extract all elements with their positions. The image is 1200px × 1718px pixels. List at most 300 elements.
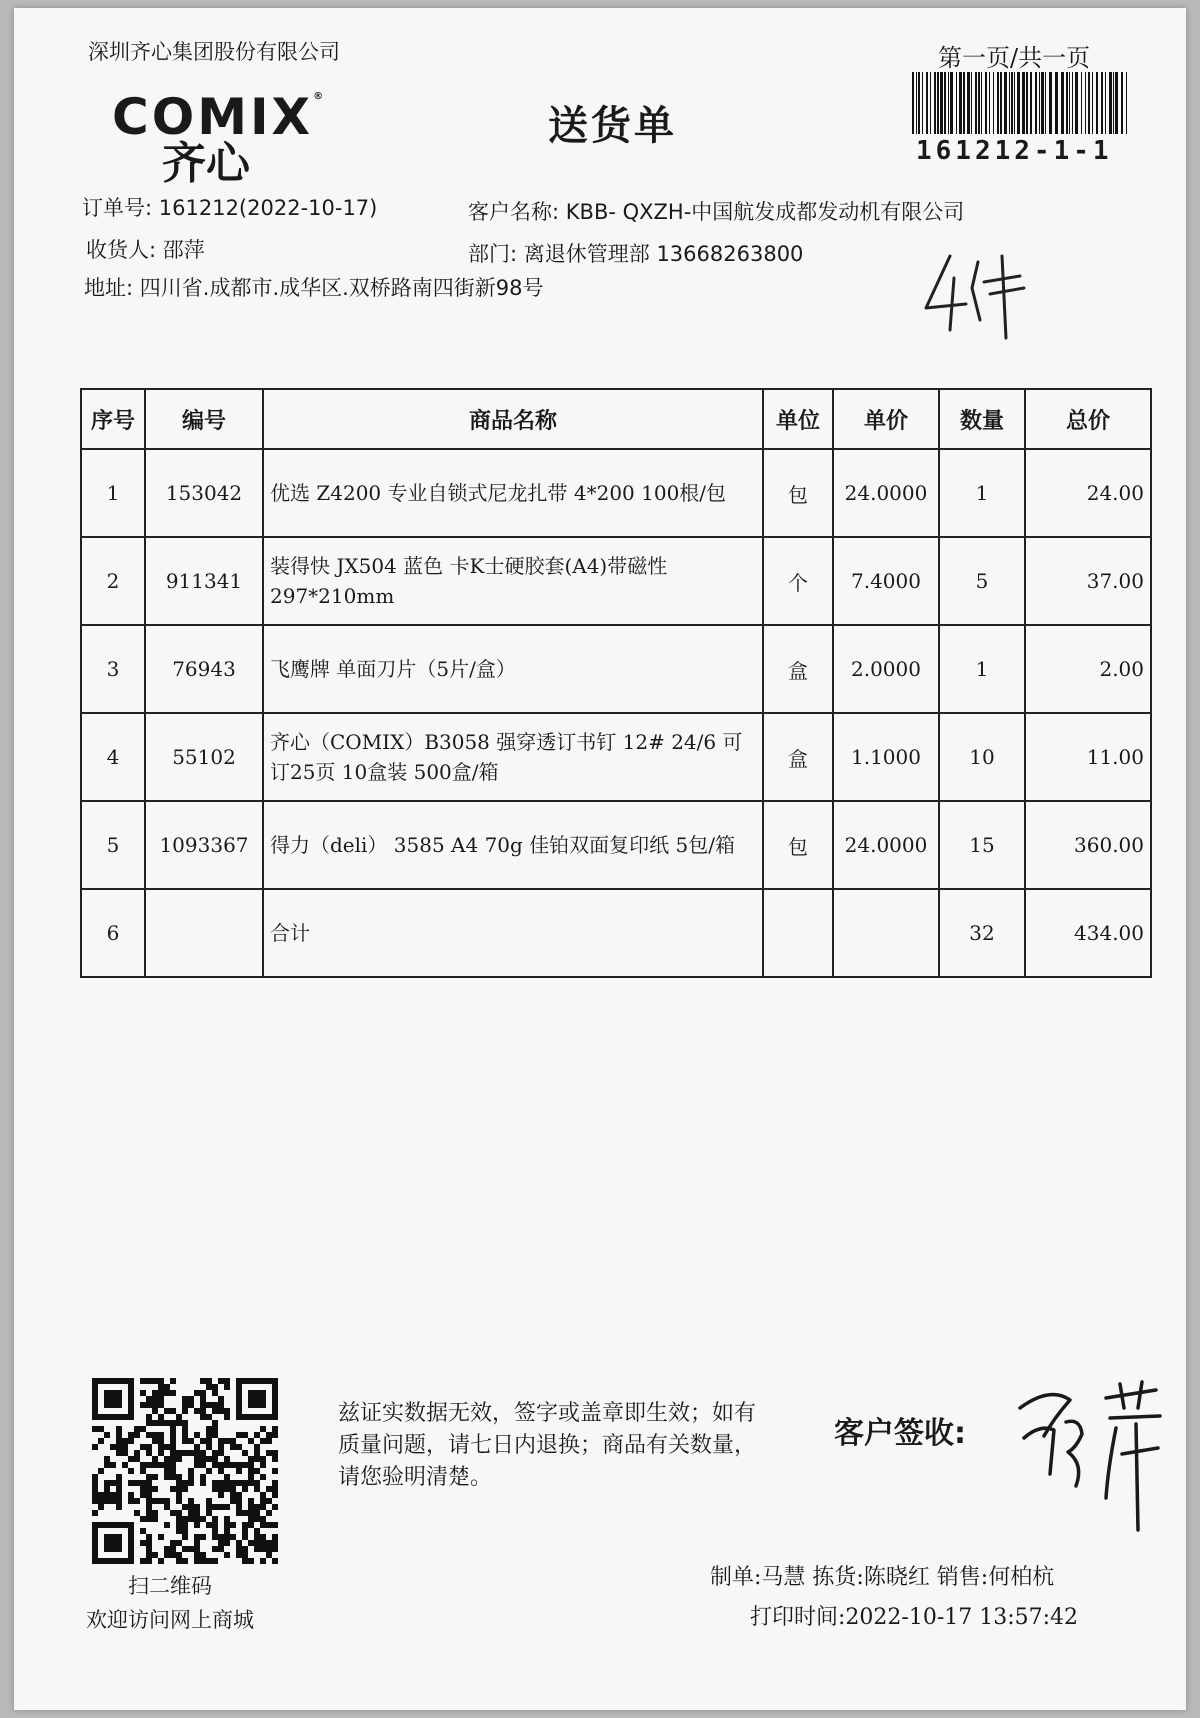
qr-module: [152, 1462, 158, 1468]
qr-module: [188, 1468, 194, 1474]
barcode-bar: [950, 72, 953, 134]
barcode-bar: [1041, 72, 1044, 134]
qr-module: [146, 1504, 152, 1510]
barcode-bar: [981, 72, 982, 134]
qr-module: [212, 1390, 218, 1396]
qr-module: [182, 1558, 188, 1564]
qr-module: [152, 1378, 158, 1384]
handwritten-quantity-note: [920, 248, 1032, 340]
cell-quantity: 1: [939, 449, 1025, 537]
qr-module: [122, 1444, 128, 1450]
qr-module: [242, 1552, 248, 1558]
qr-module: [152, 1498, 158, 1504]
qr-module: [164, 1444, 170, 1450]
qr-module: [158, 1534, 164, 1540]
qr-module: [170, 1432, 176, 1438]
qr-module: [194, 1408, 200, 1414]
comix-logo-cn: 齐心: [162, 138, 250, 189]
qr-module: [176, 1480, 182, 1486]
barcode-bar: [934, 72, 936, 134]
cell-code: 55102: [145, 713, 263, 801]
barcode-bar: [1049, 72, 1052, 134]
qr-module: [272, 1468, 278, 1474]
qr-module: [182, 1504, 188, 1510]
qr-module: [176, 1492, 182, 1498]
qr-module: [266, 1432, 272, 1438]
qr-module: [98, 1438, 104, 1444]
qr-module: [188, 1480, 194, 1486]
qr-module: [212, 1516, 218, 1522]
barcode-bar: [1115, 72, 1118, 134]
qr-module: [200, 1534, 206, 1540]
qr-module: [140, 1486, 146, 1492]
qr-module: [116, 1438, 122, 1444]
qr-module: [170, 1546, 176, 1552]
qr-module: [128, 1480, 134, 1486]
qr-module: [200, 1480, 206, 1486]
qr-module: [164, 1384, 170, 1390]
receiver: [86, 234, 205, 264]
qr-module: [176, 1498, 182, 1504]
qr-module: [224, 1486, 230, 1492]
qr-module: [242, 1534, 248, 1540]
qr-module: [98, 1426, 104, 1432]
qr-module: [128, 1468, 134, 1474]
qr-module: [122, 1438, 128, 1444]
qr-module: [158, 1444, 164, 1450]
qr-module: [272, 1534, 278, 1540]
table-row: [81, 537, 1151, 625]
qr-module: [140, 1378, 146, 1384]
cell-unit: 个: [763, 537, 833, 625]
qr-module: [176, 1540, 182, 1546]
customer-label: 客户名称:: [468, 200, 560, 224]
qr-module: [224, 1378, 230, 1384]
qr-module: [104, 1498, 110, 1504]
qr-module: [218, 1438, 224, 1444]
barcode-bar: [989, 72, 990, 134]
barcode: [912, 72, 1134, 134]
cell-quantity: 15: [939, 801, 1025, 889]
barcode-bar: [1101, 72, 1103, 134]
qr-module: [254, 1534, 260, 1540]
qr-module: [236, 1432, 242, 1438]
qr-module: [170, 1444, 176, 1450]
qr-module: [218, 1408, 224, 1414]
qr-module: [176, 1516, 182, 1522]
qr-caption-mall: 欢迎访问网上商城: [86, 1608, 254, 1632]
barcode-bar: [1022, 72, 1025, 134]
cell-quantity: 32: [939, 889, 1025, 977]
cell-unit: 盒: [763, 713, 833, 801]
qr-caption-scan: 扫二维码: [128, 1574, 212, 1598]
qr-module: [212, 1420, 218, 1426]
qr-module: [266, 1498, 272, 1504]
qr-module: [260, 1558, 266, 1564]
qr-module: [110, 1492, 116, 1498]
cell-unit: 包: [763, 449, 833, 537]
qr-module: [188, 1504, 194, 1510]
qr-module: [236, 1540, 242, 1546]
customer-sign-label: 客户签收:: [834, 1416, 966, 1451]
customer-value: KBB- QXZH-中国航发成都发动机有限公司: [565, 200, 965, 224]
qr-module: [218, 1444, 224, 1450]
qr-module: [254, 1480, 260, 1486]
qr-module: [128, 1438, 134, 1444]
qr-module: [272, 1522, 278, 1528]
address-value: 四川省.成都市.成华区.双桥路南四街新98号: [139, 276, 544, 300]
qr-module: [206, 1498, 212, 1504]
qr-module: [200, 1456, 206, 1462]
barcode-bar: [1092, 72, 1093, 134]
qr-module: [128, 1492, 134, 1498]
qr-module: [206, 1378, 212, 1384]
qr-module: [224, 1438, 230, 1444]
qr-module: [194, 1540, 200, 1546]
qr-module: [272, 1480, 278, 1486]
cell-seq: 5: [81, 801, 145, 889]
page-indicator: 第一页/共一页: [938, 44, 1091, 72]
qr-module: [158, 1414, 164, 1420]
qr-module: [146, 1498, 152, 1504]
qr-module: [158, 1378, 164, 1384]
qr-module: [194, 1450, 200, 1456]
barcode-bar: [1061, 72, 1064, 134]
qr-module: [170, 1456, 176, 1462]
qr-module: [266, 1438, 272, 1444]
barcode-bar: [959, 72, 962, 134]
qr-module: [164, 1522, 170, 1528]
qr-module: [182, 1420, 188, 1426]
qr-module: [188, 1498, 194, 1504]
qr-module: [230, 1462, 236, 1468]
qr-module: [242, 1528, 248, 1534]
qr-module: [116, 1504, 122, 1510]
qr-module: [236, 1444, 242, 1450]
qr-module: [92, 1444, 98, 1450]
qr-module: [200, 1516, 206, 1522]
qr-module: [140, 1390, 146, 1396]
barcode-bar: [1096, 72, 1098, 134]
barcode-bar: [1066, 72, 1068, 134]
items-table: [80, 388, 1152, 978]
barcode-bar: [922, 72, 923, 134]
qr-module: [176, 1456, 182, 1462]
qr-module: [230, 1534, 236, 1540]
qr-module: [146, 1432, 152, 1438]
qr-module: [236, 1546, 242, 1552]
qr-module: [152, 1396, 158, 1402]
qr-module: [92, 1426, 98, 1432]
qr-module: [254, 1432, 260, 1438]
qr-module: [266, 1486, 272, 1492]
qr-module: [236, 1498, 242, 1504]
table-header-row: [81, 389, 1151, 449]
qr-module: [146, 1492, 152, 1498]
staff-info: 制单:马慧 拣货:陈晓红 销售:何柏杭: [710, 1565, 1055, 1590]
qr-module: [176, 1528, 182, 1534]
cell-unit: 包: [763, 801, 833, 889]
qr-module: [152, 1510, 158, 1516]
qr-module: [152, 1516, 158, 1522]
qr-module: [266, 1522, 272, 1528]
cell-product-name: 得力（deli） 3585 A4 70g 佳铂双面复印纸 5包/箱: [263, 801, 763, 889]
table-row: [81, 625, 1151, 713]
qr-module: [146, 1450, 152, 1456]
qr-module: [134, 1450, 140, 1456]
qr-module: [224, 1552, 230, 1558]
qr-module: [254, 1450, 260, 1456]
qr-module: [242, 1522, 248, 1528]
qr-module: [260, 1474, 266, 1480]
qr-module: [146, 1378, 152, 1384]
qr-module: [104, 1486, 110, 1492]
qr-module: [170, 1426, 176, 1432]
qr-module: [146, 1396, 152, 1402]
qr-module: [248, 1516, 254, 1522]
qr-module: [260, 1462, 266, 1468]
address: [84, 272, 544, 302]
qr-module: [218, 1402, 224, 1408]
qr-module: [224, 1408, 230, 1414]
qr-module: [206, 1438, 212, 1444]
qr-module: [230, 1486, 236, 1492]
qr-module: [242, 1480, 248, 1486]
barcode-bar: [1121, 72, 1123, 134]
qr-module: [152, 1390, 158, 1396]
barcode-bar: [971, 72, 972, 134]
cell-total: 37.00: [1025, 537, 1151, 625]
cell-unit-price: 1.1000: [833, 713, 939, 801]
qr-module: [266, 1546, 272, 1552]
qr-module: [158, 1402, 164, 1408]
barcode-bar: [978, 72, 980, 134]
qr-module: [176, 1552, 182, 1558]
barcode-bar: [997, 72, 999, 134]
table-row: [81, 449, 1151, 537]
qr-module: [260, 1426, 266, 1432]
barcode-bar: [975, 72, 977, 134]
qr-module: [116, 1426, 122, 1432]
qr-module: [98, 1492, 104, 1498]
qr-module: [170, 1390, 176, 1396]
qr-module: [92, 1498, 98, 1504]
barcode-bar: [940, 72, 943, 134]
qr-module: [272, 1432, 278, 1438]
qr-module: [158, 1462, 164, 1468]
qr-module: [140, 1558, 146, 1564]
qr-module: [194, 1462, 200, 1468]
qr-module: [212, 1432, 218, 1438]
qr-module: [260, 1498, 266, 1504]
qr-module: [230, 1522, 236, 1528]
qr-module: [248, 1456, 254, 1462]
qr-module: [158, 1450, 164, 1456]
qr-module: [248, 1504, 254, 1510]
receiver-label: 收货人:: [86, 238, 157, 262]
barcode-bar: [912, 72, 914, 134]
qr-module: [140, 1480, 146, 1486]
qr-module: [206, 1444, 212, 1450]
qr-module: [194, 1516, 200, 1522]
qr-module: [194, 1552, 200, 1558]
cell-total: 2.00: [1025, 625, 1151, 713]
cell-unit-price: [833, 889, 939, 977]
qr-module: [224, 1474, 230, 1480]
qr-module: [194, 1558, 200, 1564]
qr-module: [170, 1438, 176, 1444]
qr-module: [182, 1432, 188, 1438]
qr-module: [92, 1486, 98, 1492]
comix-logo: COMIX®: [112, 88, 327, 146]
qr-module: [236, 1504, 242, 1510]
qr-module: [182, 1528, 188, 1534]
qr-module: [158, 1420, 164, 1426]
qr-module: [254, 1546, 260, 1552]
cell-unit-price: 2.0000: [833, 625, 939, 713]
qr-module: [152, 1552, 158, 1558]
qr-module: [182, 1516, 188, 1522]
qr-module: [248, 1498, 254, 1504]
qr-module: [194, 1432, 200, 1438]
qr-module: [170, 1450, 176, 1456]
qr-module: [230, 1492, 236, 1498]
qr-module: [182, 1534, 188, 1540]
qr-module: [248, 1522, 254, 1528]
qr-module: [236, 1462, 242, 1468]
cell-code: 1093367: [145, 801, 263, 889]
customer-signature: [1010, 1378, 1168, 1538]
qr-module: [200, 1558, 206, 1564]
qr-module: [212, 1456, 218, 1462]
qr-module: [224, 1456, 230, 1462]
barcode-bar: [1081, 72, 1082, 134]
qr-module: [260, 1546, 266, 1552]
qr-module: [254, 1540, 260, 1546]
qr-module: [260, 1456, 266, 1462]
qr-module: [212, 1534, 218, 1540]
qr-module: [116, 1474, 122, 1480]
qr-module: [224, 1540, 230, 1546]
qr-module: [104, 1492, 110, 1498]
barcode-bar: [1126, 72, 1127, 134]
qr-module: [146, 1402, 152, 1408]
barcode-bar: [918, 72, 920, 134]
order-no-value: 161212(2022-10-17): [158, 196, 378, 220]
qr-module: [230, 1438, 236, 1444]
qr-module: [188, 1438, 194, 1444]
qr-module: [260, 1522, 266, 1528]
qr-module: [152, 1402, 158, 1408]
qr-module: [242, 1450, 248, 1456]
qr-module: [200, 1402, 206, 1408]
qr-module: [230, 1480, 236, 1486]
qr-module: [194, 1522, 200, 1528]
qr-module: [98, 1498, 104, 1504]
qr-module: [212, 1384, 218, 1390]
qr-module: [218, 1540, 224, 1546]
department-label: 部门:: [468, 242, 518, 266]
barcode-bar: [1045, 72, 1046, 134]
qr-module: [128, 1498, 134, 1504]
qr-module: [194, 1390, 200, 1396]
qr-module: [110, 1462, 116, 1468]
qr-module: [182, 1546, 188, 1552]
cell-seq: 2: [81, 537, 145, 625]
qr-module: [242, 1432, 248, 1438]
qr-module: [200, 1378, 206, 1384]
qr-module: [98, 1504, 104, 1510]
qr-module: [272, 1426, 278, 1432]
cell-seq: 6: [81, 889, 145, 977]
qr-code[interactable]: [92, 1378, 278, 1564]
header-quantity: 数量: [939, 389, 1025, 449]
header-code: 编号: [145, 389, 263, 449]
qr-module: [176, 1486, 182, 1492]
qr-module: [218, 1480, 224, 1486]
barcode-bar: [1035, 72, 1037, 134]
qr-module: [164, 1390, 170, 1396]
qr-module: [194, 1534, 200, 1540]
cell-seq: 3: [81, 625, 145, 713]
qr-module: [218, 1378, 224, 1384]
qr-module: [260, 1534, 266, 1540]
qr-module: [128, 1432, 134, 1438]
qr-module: [248, 1462, 254, 1468]
qr-module: [272, 1546, 278, 1552]
qr-module: [200, 1450, 206, 1456]
barcode-bar: [937, 72, 939, 134]
qr-module: [218, 1546, 224, 1552]
qr-module: [224, 1534, 230, 1540]
qr-module: [218, 1534, 224, 1540]
qr-module: [206, 1468, 212, 1474]
cell-unit-price: 24.0000: [833, 449, 939, 537]
qr-module: [188, 1450, 194, 1456]
qr-module: [140, 1540, 146, 1546]
order-number: [82, 192, 377, 222]
qr-module: [194, 1504, 200, 1510]
qr-module: [146, 1552, 152, 1558]
qr-module: [164, 1468, 170, 1474]
qr-module: [116, 1492, 122, 1498]
qr-module: [164, 1504, 170, 1510]
qr-module: [158, 1396, 164, 1402]
qr-module: [182, 1480, 188, 1486]
qr-module: [140, 1468, 146, 1474]
qr-module: [206, 1558, 212, 1564]
qr-module: [116, 1450, 122, 1456]
qr-module: [116, 1432, 122, 1438]
qr-module: [272, 1486, 278, 1492]
qr-module: [194, 1546, 200, 1552]
qr-module: [92, 1480, 98, 1486]
table-row-total: [81, 889, 1151, 977]
qr-module: [212, 1408, 218, 1414]
qr-module: [170, 1486, 176, 1492]
cell-code: 153042: [145, 449, 263, 537]
cell-total: 434.00: [1025, 889, 1151, 977]
qr-module: [134, 1426, 140, 1432]
header-unit: 单位: [763, 389, 833, 449]
qr-module: [140, 1444, 146, 1450]
qr-module: [224, 1480, 230, 1486]
qr-module: [206, 1522, 212, 1528]
qr-module: [194, 1456, 200, 1462]
qr-module: [224, 1414, 230, 1420]
qr-module: [104, 1456, 110, 1462]
qr-module: [206, 1456, 212, 1462]
